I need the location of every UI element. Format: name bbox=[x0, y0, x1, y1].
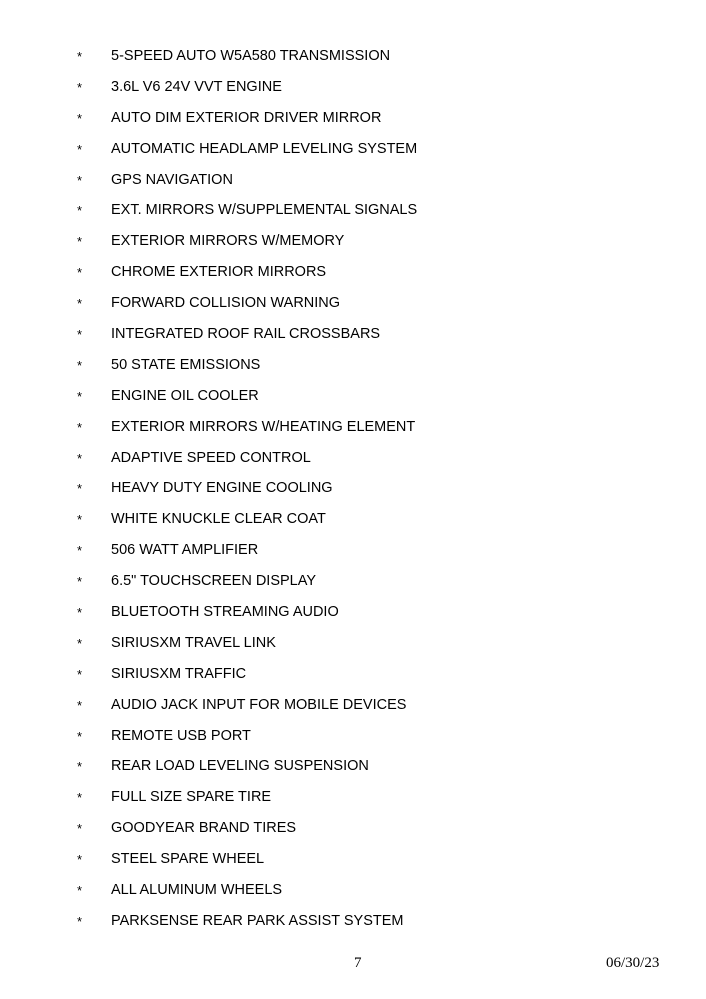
feature-text: REAR LOAD LEVELING SUSPENSION bbox=[111, 758, 369, 775]
feature-text: 6.5" TOUCHSCREEN DISPLAY bbox=[111, 573, 316, 590]
feature-text: CHROME EXTERIOR MIRRORS bbox=[111, 264, 327, 281]
list-item bbox=[0, 447, 706, 478]
bullet: * bbox=[77, 759, 83, 775]
list-item bbox=[0, 663, 706, 694]
bullet: * bbox=[77, 357, 83, 373]
feature-text: REMOTE USB PORT bbox=[111, 727, 251, 744]
feature-text: 50 STATE EMISSIONS bbox=[111, 356, 261, 373]
feature-text: EXTERIOR MIRRORS W/MEMORY bbox=[111, 233, 345, 250]
list-item bbox=[0, 230, 706, 261]
feature-text: WHITE KNUCKLE CLEAR COAT bbox=[111, 511, 326, 528]
list-item bbox=[0, 848, 706, 879]
list-item bbox=[0, 601, 706, 632]
list-item bbox=[0, 725, 706, 756]
feature-text: ENGINE OIL COOLER bbox=[111, 387, 259, 404]
bullet: * bbox=[77, 852, 83, 868]
bullet: * bbox=[77, 883, 83, 899]
list-item bbox=[0, 261, 706, 292]
bullet: * bbox=[77, 821, 83, 837]
feature-text: AUTOMATIC HEADLAMP LEVELING SYSTEM bbox=[111, 140, 418, 157]
list-item bbox=[0, 416, 706, 447]
feature-text: SIRIUSXM TRAFFIC bbox=[111, 665, 247, 682]
list-item bbox=[0, 817, 706, 848]
feature-text: HEAVY DUTY ENGINE COOLING bbox=[111, 480, 333, 497]
list-item bbox=[0, 755, 706, 786]
list-item bbox=[0, 632, 706, 663]
bullet: * bbox=[77, 234, 83, 250]
feature-text: FORWARD COLLISION WARNING bbox=[111, 295, 341, 312]
feature-text: 5-SPEED AUTO W5A580 TRANSMISSION bbox=[111, 48, 391, 64]
bullet: * bbox=[77, 790, 83, 806]
feature-text: EXTERIOR MIRRORS W/HEATING ELEMENT bbox=[111, 418, 416, 435]
page-number: 7 bbox=[354, 955, 362, 971]
bullet: * bbox=[77, 419, 83, 435]
feature-text: INTEGRATED ROOF RAIL CROSSBARS bbox=[111, 326, 381, 343]
feature-text: AUDIO JACK INPUT FOR MOBILE DEVICES bbox=[111, 696, 407, 713]
list-item bbox=[0, 539, 706, 570]
bullet: * bbox=[77, 605, 83, 621]
bullet: * bbox=[77, 110, 83, 126]
bullet: * bbox=[77, 265, 83, 281]
feature-text: EXT. MIRRORS W/SUPPLEMENTAL SIGNALS bbox=[111, 202, 418, 219]
bullet: * bbox=[77, 666, 83, 682]
list-item bbox=[0, 107, 706, 138]
list-item bbox=[0, 570, 706, 601]
bullet: * bbox=[77, 913, 83, 929]
feature-list bbox=[0, 45, 706, 941]
bullet: * bbox=[77, 79, 83, 95]
bullet: * bbox=[77, 512, 83, 528]
list-item bbox=[0, 138, 706, 169]
bullet: * bbox=[77, 172, 83, 188]
feature-text: STEEL SPARE WHEEL bbox=[111, 851, 265, 868]
bullet: * bbox=[77, 49, 83, 64]
feature-text: GPS NAVIGATION bbox=[111, 171, 233, 188]
list-item bbox=[0, 477, 706, 508]
bullet: * bbox=[77, 697, 83, 713]
bullet: * bbox=[77, 203, 83, 219]
bullet: * bbox=[77, 481, 83, 497]
list-item bbox=[0, 76, 706, 107]
feature-text: PARKSENSE REAR PARK ASSIST SYSTEM bbox=[111, 912, 404, 929]
list-item bbox=[0, 385, 706, 416]
bullet: * bbox=[77, 635, 83, 651]
list-item bbox=[0, 292, 706, 323]
feature-text: ALL ALUMINUM WHEELS bbox=[111, 882, 283, 899]
bullet: * bbox=[77, 574, 83, 590]
feature-text: FULL SIZE SPARE TIRE bbox=[111, 789, 272, 806]
feature-text: GOODYEAR BRAND TIRES bbox=[111, 820, 297, 837]
bullet: * bbox=[77, 141, 83, 157]
feature-text: 506 WATT AMPLIFIER bbox=[111, 542, 259, 559]
bullet: * bbox=[77, 728, 83, 744]
feature-text: SIRIUSXM TRAVEL LINK bbox=[111, 634, 276, 651]
feature-text: BLUETOOTH STREAMING AUDIO bbox=[111, 604, 339, 621]
list-item bbox=[0, 199, 706, 230]
list-item bbox=[0, 879, 706, 910]
bullet: * bbox=[77, 388, 83, 404]
list-item bbox=[0, 354, 706, 385]
feature-text: 3.6L V6 24V VVT ENGINE bbox=[111, 78, 282, 95]
list-item bbox=[0, 910, 706, 941]
feature-text: AUTO DIM EXTERIOR DRIVER MIRROR bbox=[111, 109, 382, 126]
list-item bbox=[0, 786, 706, 817]
feature-text: ADAPTIVE SPEED CONTROL bbox=[111, 449, 311, 466]
bullet: * bbox=[77, 296, 83, 312]
bullet: * bbox=[77, 450, 83, 466]
list-item bbox=[0, 323, 706, 354]
bullet: * bbox=[77, 327, 83, 343]
list-item bbox=[0, 694, 706, 725]
bullet: * bbox=[77, 543, 83, 559]
list-item bbox=[0, 45, 706, 76]
page-date: 06/30/23 bbox=[606, 955, 660, 971]
list-item bbox=[0, 508, 706, 539]
list-item bbox=[0, 169, 706, 200]
